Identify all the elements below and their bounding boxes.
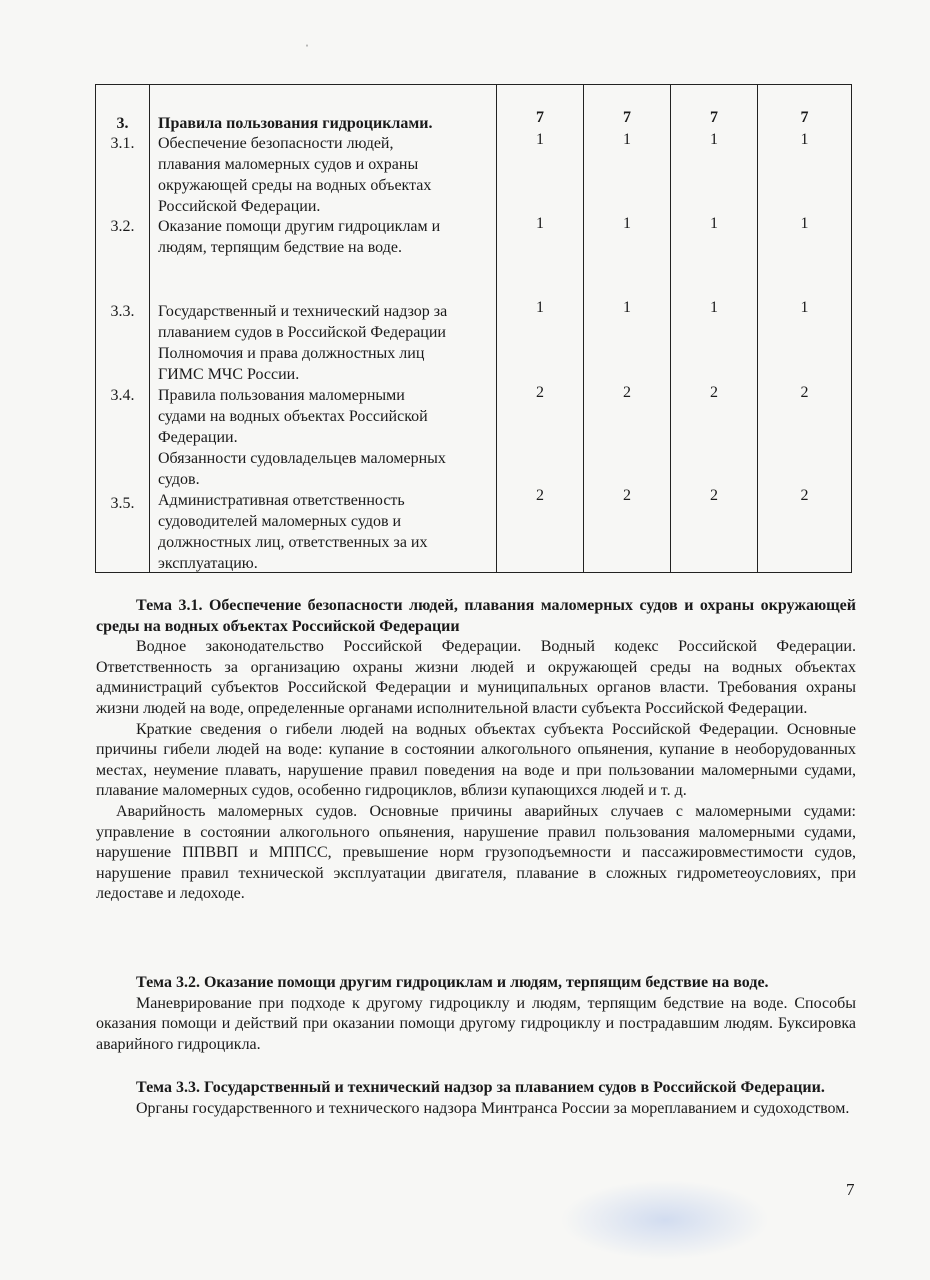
hours-value: 7 [623,109,631,126]
stamp-mark [560,1180,770,1260]
hours-value: 2 [800,487,809,504]
hours-value: 7 [800,109,809,126]
hours-value: 2 [536,487,544,504]
section-heading: Тема 3.3. Государственный и технический надзор за плаванием судов в Российской Федерации. [136,1079,825,1096]
row-title-line: должностных лиц, ответственных за их [158,534,428,551]
row-title-line: ГИМС МЧС России. [158,366,300,383]
scan-mark: ˈ [305,42,309,56]
row-title-line: Полномочия и права должностных лиц [158,345,425,362]
paragraph: Водное законодательство Российской Федерации. Водный кодекс Российской Федерации. Ответственность за организацию охраны жизни людей и окружающей среды на водных объектах администраций субъектов Российской Федерации и муниципальных органов власти. Требования охраны жизни людей на воде, определенные органами исполнительной власти субъекта Российской Федерации. [96,638,856,717]
hours-column-2 [584,85,671,573]
row-number: 3.1. [110,135,135,152]
hours-value: 2 [623,384,631,401]
hours-value: 1 [623,299,631,316]
paragraph: Краткие сведения о гибели людей на водных объектах субъекта Российской Федерации. Основные причины гибели людей на воде: купание в состоянии алкогольного опьянения, купание в необорудованных местах, неумение плавать, нарушение правил поведения на воде и при пользовании маломерными судами, плавание маломерных судов, особенно гидроциклов, вблизи купающихся людей и т. д. [96,720,856,800]
row-title-line: плавания маломерных судов и охраны [158,156,419,173]
curriculum-table [95,84,852,573]
hours-value: 1 [536,299,544,316]
row-title-line: судов. [158,471,200,488]
row-title-line: окружающей среды на водных объектах [158,177,432,194]
hours-value: 1 [800,215,809,232]
section-3-3 [96,1078,856,1119]
hours-column-4 [758,85,852,573]
paragraph: Органы государственного и технического надзора Минтранса России за мореплаванием и судоходством. [136,1099,850,1117]
row-title: Правила пользования гидроциклами. [158,115,433,132]
row-title-line: Правила пользования маломерными [158,387,405,404]
hours-value: 1 [710,215,718,232]
hours-value: 2 [536,384,544,401]
hours-value: 1 [800,131,809,148]
hours-value: 2 [710,384,718,401]
row-title-line: плаванием судов в Российской Федерации [158,324,446,341]
hours-value: 2 [800,384,809,401]
hours-value: 7 [536,109,544,126]
row-number: 3.5. [110,495,135,512]
hours-value: 1 [710,131,718,148]
hours-column-3 [671,85,758,573]
row-title-line: людям, терпящим бедствие на воде. [158,239,402,256]
row-title-line: Обязанности судовладельцев маломерных [158,450,446,467]
row-number: 3.3. [110,303,135,320]
hours-value: 1 [623,131,631,148]
row-title-line: Административная ответственность [158,492,405,509]
hours-value: 2 [710,487,718,504]
row-title-line: Обеспечение безопасности людей, [158,135,394,152]
hours-value: 7 [710,109,718,126]
row-number: 3. [116,115,129,132]
row-title-line: судоводителей маломерных судов и [158,513,402,530]
row-number: 3.4. [110,387,135,404]
hours-value: 2 [623,487,631,504]
hours-column-1 [497,85,584,573]
hours-value: 1 [800,299,809,316]
row-title-line: Государственный и технический надзор за [158,303,448,320]
hours-value: 1 [623,215,631,232]
row-title-line: Оказание помощи другим гидроциклам и [158,218,441,235]
hours-value: 1 [710,299,718,316]
row-title-line: эксплуатацию. [158,555,258,572]
section-heading: Тема 3.1. Обеспечение безопасности людей, плавания маломерных судов и охраны окружающей среды на водных объектах Российской Федерации [96,597,856,635]
row-title-line: Российской Федерации. [158,198,321,215]
paragraph: Маневрирование при подходе к другому гидроциклу и людям, терпящим бедствие на воде. Способы оказания помощи и действий при оказании помощи другому гидроциклу и пострадавшим людям. Буксировка аварийного гидроцикла. [96,994,856,1053]
row-number: 3.2. [110,218,135,235]
row-title-line: Федерации. [158,429,238,446]
section-3-2 [96,973,856,1055]
section-3-1 [96,596,856,905]
row-title-line: судами на водных объектах Российской [158,408,428,425]
page-number: 7 [846,1180,855,1199]
hours-value: 1 [536,215,544,232]
paragraph: Аварийность маломерных судов. Основные причины аварийных случаев с маломерными судами: управление в состоянии алкогольного опьянения, нарушение правил пользования маломерными судами, нарушение ППВВП и МППСС, превышение норм грузоподъемности и пассажировместимости судов, нарушение правил технической эксплуатации двигателя, плавание в сложных гидрометеоусловиях, при ледоставе и ледоходе. [96,802,856,903]
number-column [96,85,150,573]
table-row [96,85,852,573]
section-heading: Тема 3.2. Оказание помощи другим гидроциклам и людям, терпящим бедствие на воде. [136,974,769,991]
hours-value: 1 [536,131,544,148]
title-column [150,85,497,573]
